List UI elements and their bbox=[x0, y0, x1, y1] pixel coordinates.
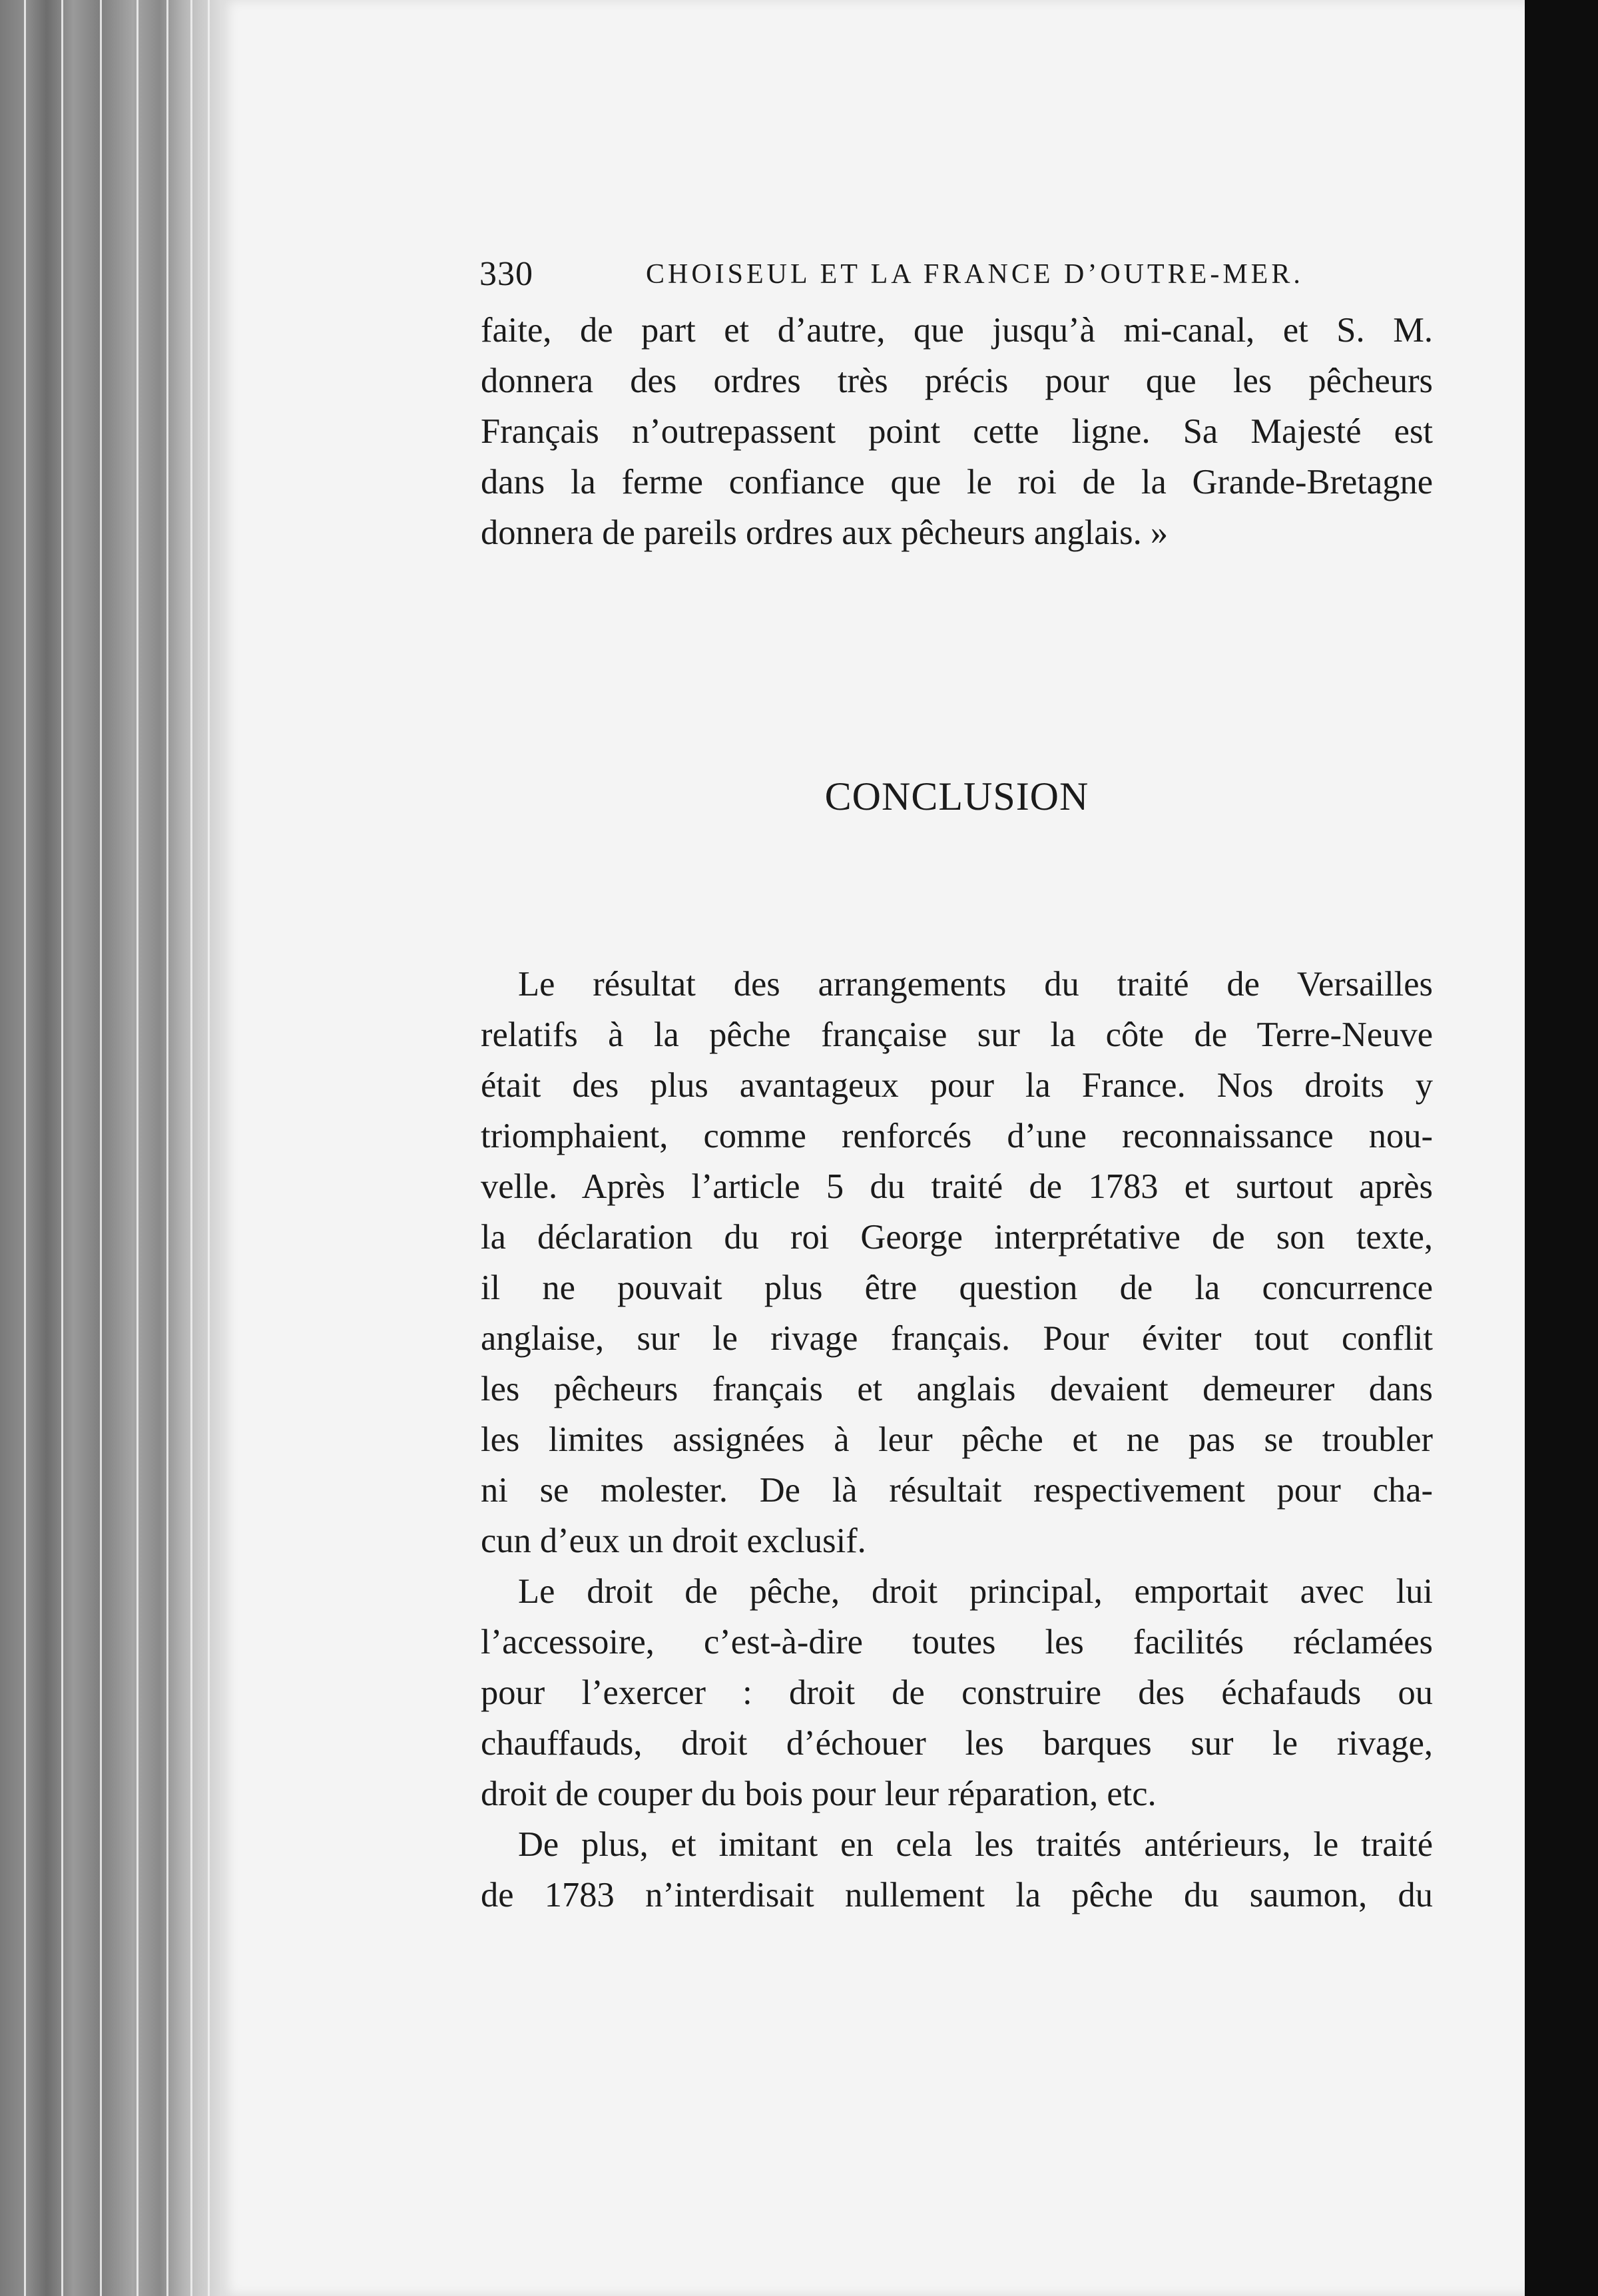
paragraph bbox=[481, 1819, 1433, 1920]
text-line: droit de couper du bois pour leur réparation, etc. bbox=[481, 1775, 1157, 1813]
text-line: cun d’eux un droit exclusif. bbox=[481, 1522, 866, 1560]
text-line: Français n’outrepassent point cette ligne. Sa Majesté est bbox=[481, 412, 1433, 451]
text-line: triomphaient, comme renforcés d’une reconnaissance nou- bbox=[481, 1117, 1433, 1155]
book-page-edges bbox=[0, 0, 220, 2296]
section-heading: CONCLUSION bbox=[824, 774, 1089, 818]
text-line: l’accessoire, c’est-à-dire toutes les facilités réclamées bbox=[481, 1623, 1433, 1661]
paragraph bbox=[481, 959, 1433, 1566]
text-line: Le résultat des arrangements du traité de Versailles bbox=[518, 965, 1433, 1004]
text-line: était des plus avantageux pour la France. Nos droits y bbox=[481, 1066, 1433, 1105]
text-line: Le droit de pêche, droit principal, emportait avec lui bbox=[518, 1572, 1433, 1611]
text-line: pour l’exercer : droit de construire des échafauds ou bbox=[481, 1673, 1433, 1712]
page-edge-line bbox=[100, 0, 102, 2296]
text-line: la déclaration du roi George interprétative de son texte, bbox=[481, 1218, 1433, 1257]
text-line: anglaise, sur le rivage français. Pour éviter tout conflit bbox=[481, 1319, 1433, 1358]
continued-quotation bbox=[481, 305, 1433, 558]
text-line: les pêcheurs français et anglais devaient demeurer dans bbox=[481, 1370, 1433, 1408]
text-line: donnera de pareils ordres aux pêcheurs anglais. » bbox=[481, 513, 1169, 552]
running-title: CHOISEUL ET LA FRANCE D’OUTRE-MER. bbox=[646, 259, 1304, 290]
page-edge-line bbox=[208, 0, 210, 2296]
text-line: chauffauds, droit d’échouer les barques sur le rivage, bbox=[481, 1724, 1433, 1763]
paragraph bbox=[481, 1566, 1433, 1819]
text-line: faite, de part et d’autre, que jusqu’à mi-canal, et S. M. bbox=[481, 311, 1433, 350]
text-line: de 1783 n’interdisait nullement la pêche du saumon, du bbox=[481, 1876, 1433, 1914]
text-line: dans la ferme confiance que le roi de la Grande-Bretagne bbox=[481, 463, 1433, 501]
conclusion-body bbox=[481, 959, 1433, 1920]
page-edge-line bbox=[190, 0, 192, 2296]
text-line: donnera des ordres très précis pour que les pêcheurs bbox=[481, 362, 1433, 400]
page-edge-line bbox=[24, 0, 26, 2296]
page-number: 330 bbox=[479, 255, 533, 293]
text-line: relatifs à la pêche française sur la côte de Terre-Neuve bbox=[481, 1015, 1433, 1054]
scan-border bbox=[1525, 0, 1598, 2296]
text-line: velle. Après l’article 5 du traité de 1783 et surtout après bbox=[481, 1167, 1433, 1206]
text-line: ni se molester. De là résultait respectivement pour cha- bbox=[481, 1471, 1433, 1510]
page-edge-line bbox=[61, 0, 63, 2296]
page-edge-line bbox=[136, 0, 138, 2296]
running-head bbox=[479, 254, 1432, 294]
page-edge-line bbox=[166, 0, 168, 2296]
text-line: De plus, et imitant en cela les traités antérieurs, le traité bbox=[518, 1825, 1433, 1864]
text-line: il ne pouvait plus être question de la concurrence bbox=[481, 1269, 1433, 1307]
text-line: les limites assignées à leur pêche et ne pas se troubler bbox=[481, 1420, 1433, 1459]
